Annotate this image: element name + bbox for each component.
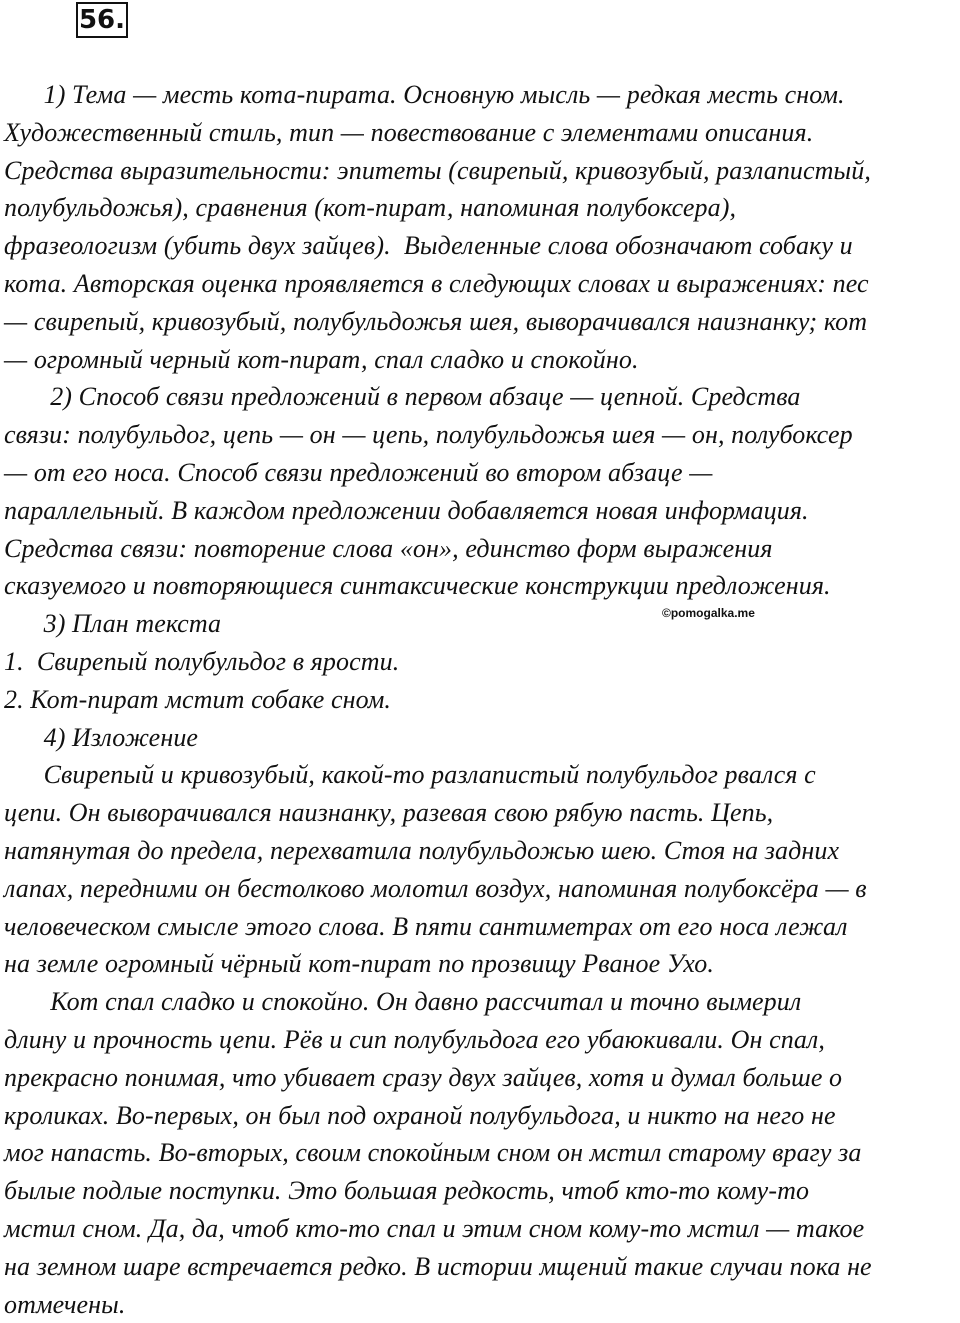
text-line: человеческом смысле этого слова. В пяти сантиметрах от его носа лежал [4,908,958,946]
text-line: Кот спал сладко и спокойно. Он давно рассчитал и точно вымерил [4,983,958,1021]
text-line: Средства связи: повторение слова «он», единство форм выражения [4,530,958,568]
text-line: 1. Свирепый полубульдог в ярости. [4,643,958,681]
text-line: фразеологизм (убить двух зайцев). Выделенные слова обозначают собаку и [4,227,958,265]
task-number-badge: 56. [76,2,128,38]
text-line: Свирепый и кривозубый, какой-то разлапистый полубульдог рвался с [4,756,958,794]
text-line: натянутая до предела, перехватила полубульдожью шею. Стоя на задних [4,832,958,870]
watermark: ©pomogalka.me [662,606,755,620]
text-line: 4) Изложение [4,719,958,757]
text-line: цепи. Он выворачивался наизнанку, разевая свою рябую пасть. Цепь, [4,794,958,832]
text-line: — свирепый, кривозубый, полубульдожья шея, выворачивался наизнанку; кот [4,303,958,341]
text-line: отмечены. [4,1286,958,1323]
text-line: на земле огромный чёрный кот-пират по прозвищу Рваное Ухо. [4,945,958,983]
text-line: — огромный черный кот-пират, спал сладко и спокойно. [4,341,958,379]
text-line: кроликах. Во-первых, он был под охраной полубульдога, и никто на него не [4,1097,958,1135]
text-line: сказуемого и повторяющиеся синтаксические конструкции предложения. [4,567,958,605]
answer-text [4,76,958,1323]
text-line: параллельный. В каждом предложении добавляется новая информация. [4,492,958,530]
text-line: — от его носа. Способ связи предложений во втором абзаце — [4,454,958,492]
text-line: кота. Авторская оценка проявляется в следующих словах и выражениях: пес [4,265,958,303]
text-line: Средства выразительности: эпитеты (свирепый, кривозубый, разлапистый, [4,152,958,190]
text-line: лапах, передними он бестолково молотил воздух, напоминая полубоксёра — в [4,870,958,908]
text-line: мстил сном. Да, да, чтоб кто-то спал и этим сном кому-то мстил — такое [4,1210,958,1248]
text-line: 1) Тема — месть кота-пирата. Основную мысль — редкая месть сном. [4,76,958,114]
text-line: 3) План текста [4,605,958,643]
text-line: былые подлые поступки. Это большая редкость, чтоб кто-то кому-то [4,1172,958,1210]
text-line: 2. Кот-пират мстит собаке сном. [4,681,958,719]
text-line: длину и прочность цепи. Рёв и сип полубульдога его убаюкивали. Он спал, [4,1021,958,1059]
text-line: 2) Способ связи предложений в первом абзаце — цепной. Средства [4,378,958,416]
text-line: прекрасно понимая, что убивает сразу двух зайцев, хотя и думал больше о [4,1059,958,1097]
text-line: на земном шаре встречается редко. В истории мщений такие случаи пока не [4,1248,958,1286]
text-line: полубульдожья), сравнения (кот-пират, напоминая полубоксера), [4,189,958,227]
text-line: связи: полубульдог, цепь — он — цепь, полубульдожья шея — он, полубоксер [4,416,958,454]
text-line: мог напасть. Во-вторых, своим спокойным сном он мстил старому врагу за [4,1134,958,1172]
text-line: Художественный стиль, тип — повествование с элементами описания. [4,114,958,152]
